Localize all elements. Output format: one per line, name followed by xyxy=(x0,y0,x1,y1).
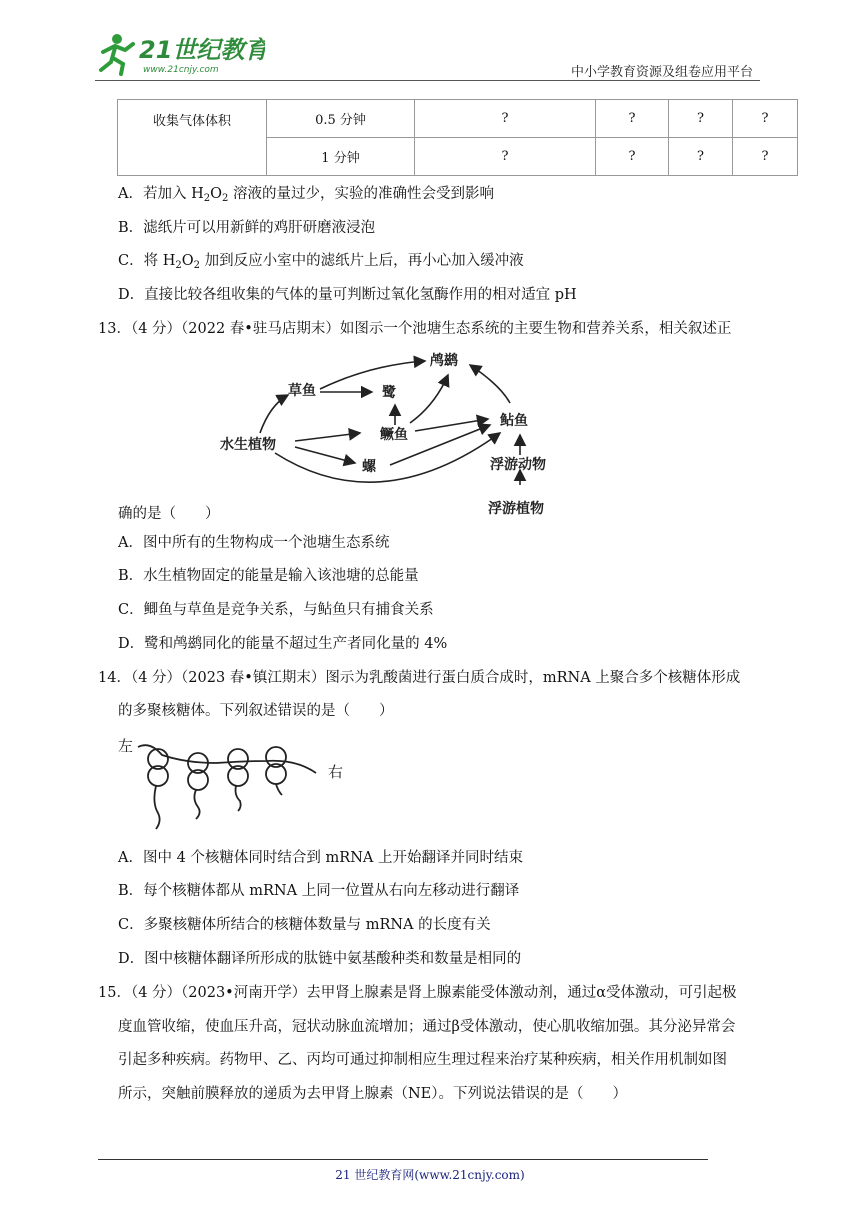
q12-option-a: A．若加入 $H_2O_2$ 溶液的量过少，实验的准确性会受到影响 xyxy=(118,186,494,204)
site-logo xyxy=(95,30,265,80)
q15-stem-line1: 15．（4 分）（2023•河南开学）去甲肾上腺素是肾上腺素能受体激动剂，通过α受体激动，可引起极 xyxy=(98,985,737,1001)
cormorant-label: 鸬鹚 xyxy=(430,353,458,369)
egret-label: 鹭 xyxy=(382,385,396,401)
q13-option-c: C．鲫鱼与草鱼是竞争关系，与鲇鱼只有捕食关系 xyxy=(118,602,434,618)
crucian-carp-label: 鳜鱼 xyxy=(380,427,408,443)
q14-stem: 14．（4 分）（2023 春•镇江期末）图示为乳酸菌进行蛋白质合成时，mRNA 上聚合多个核糖体形成 xyxy=(98,670,741,686)
svg-text:21世纪教育: 21世纪教育 xyxy=(139,36,265,64)
zooplankton-label: 浮游动物 xyxy=(490,457,546,473)
q14-option-d: D．图中核糖体翻译所形成的肽链中氨基酸种类和数量是相同的 xyxy=(118,951,522,967)
left-label: 左 xyxy=(118,737,134,755)
q14-option-a: A．图中 4 个核糖体同时结合到 mRNA 上开始翻译并同时结束 xyxy=(118,850,523,866)
right-label: 右 xyxy=(328,763,344,781)
q13-stem-continued: 确的是（ ） xyxy=(118,506,220,522)
ribosome xyxy=(266,747,286,795)
runner-icon xyxy=(101,34,133,74)
q15-stem-line4: 所示，突触前膜释放的递质为去甲肾上腺素（NE）。下列说法错误的是（ ） xyxy=(118,1086,628,1102)
table-row xyxy=(118,100,798,138)
value-cell: ? xyxy=(669,138,733,176)
q15-stem-line3: 引起多种疾病。药物甲、乙、丙均可通过抑制相应生理过程来治疗某种疾病，相关作用机制如图 xyxy=(118,1052,727,1068)
ribosome xyxy=(228,749,248,811)
q13-option-b: B．水生植物固定的能量是输入该池塘的总能量 xyxy=(118,568,419,584)
q14-option-c: C．多聚核糖体所结合的核糖体数量与 mRNA 的长度有关 xyxy=(118,917,491,933)
snail-label: 螺 xyxy=(362,459,376,475)
platform-name: 中小学教育资源及组卷应用平台 xyxy=(570,65,753,80)
q13-stem: 13．（4 分）（2022 春•驻马店期末）如图示一个池塘生态系统的主要生物和营养关系，相关叙述正 xyxy=(98,321,732,337)
pond-food-web-diagram xyxy=(220,345,570,525)
value-cell: ? xyxy=(415,100,596,138)
value-cell: ? xyxy=(733,100,798,138)
value-cell: ? xyxy=(596,138,669,176)
svg-text:www.21cnjy.com: www.21cnjy.com xyxy=(143,65,219,75)
q14-stem-continued: 的多聚核糖体。下列叙述错误的是（ ） xyxy=(118,703,394,719)
phytoplankton-label: 浮游植物 xyxy=(488,501,544,517)
ribosome xyxy=(148,749,168,829)
q12-option-b: B．滤纸片可以用新鲜的鸡肝研磨液浸泡 xyxy=(118,220,376,236)
value-cell: ? xyxy=(415,138,596,176)
gas-volume-table xyxy=(117,99,798,176)
time-cell: 1 分钟 xyxy=(267,138,415,176)
row-label-cell: 收集气体体积 xyxy=(118,100,267,176)
footer-divider xyxy=(98,1159,708,1160)
value-cell: ? xyxy=(596,100,669,138)
aquatic-plants-label: 水生植物 xyxy=(220,437,276,453)
q14-option-b: B．每个核糖体都从 mRNA 上同一位置从右向左移动进行翻译 xyxy=(118,883,520,899)
value-cell: ? xyxy=(669,100,733,138)
q13-option-a: A．图中所有的生物构成一个池塘生态系统 xyxy=(118,535,390,551)
catfish-label: 鲇鱼 xyxy=(500,413,528,429)
q12-option-d: D．直接比较各组收集的气体的量可判断过氧化氢酶作用的相对适宜 pH xyxy=(118,287,577,303)
footer-text: 21 世纪教育网(www.21cnjy.com) xyxy=(335,1168,525,1182)
q15-stem-line2: 度血管收缩，使血压升高，冠状动脉血流增加；通过β受体激动，使心肌收缩加强。其分泌异常会 xyxy=(118,1019,736,1035)
grass-carp-label: 草鱼 xyxy=(288,383,316,399)
q13-option-d: D．鹭和鸬鹚同化的能量不超过生产者同化量的 4% xyxy=(118,636,448,652)
header-divider xyxy=(95,80,760,81)
polyribosome-diagram xyxy=(116,733,356,833)
time-cell: 0.5 分钟 xyxy=(267,100,415,138)
q12-option-c: C．将 $H_2O_2$ 加到反应小室中的滤纸片上后，再小心加入缓冲液 xyxy=(118,253,524,271)
value-cell: ? xyxy=(733,138,798,176)
